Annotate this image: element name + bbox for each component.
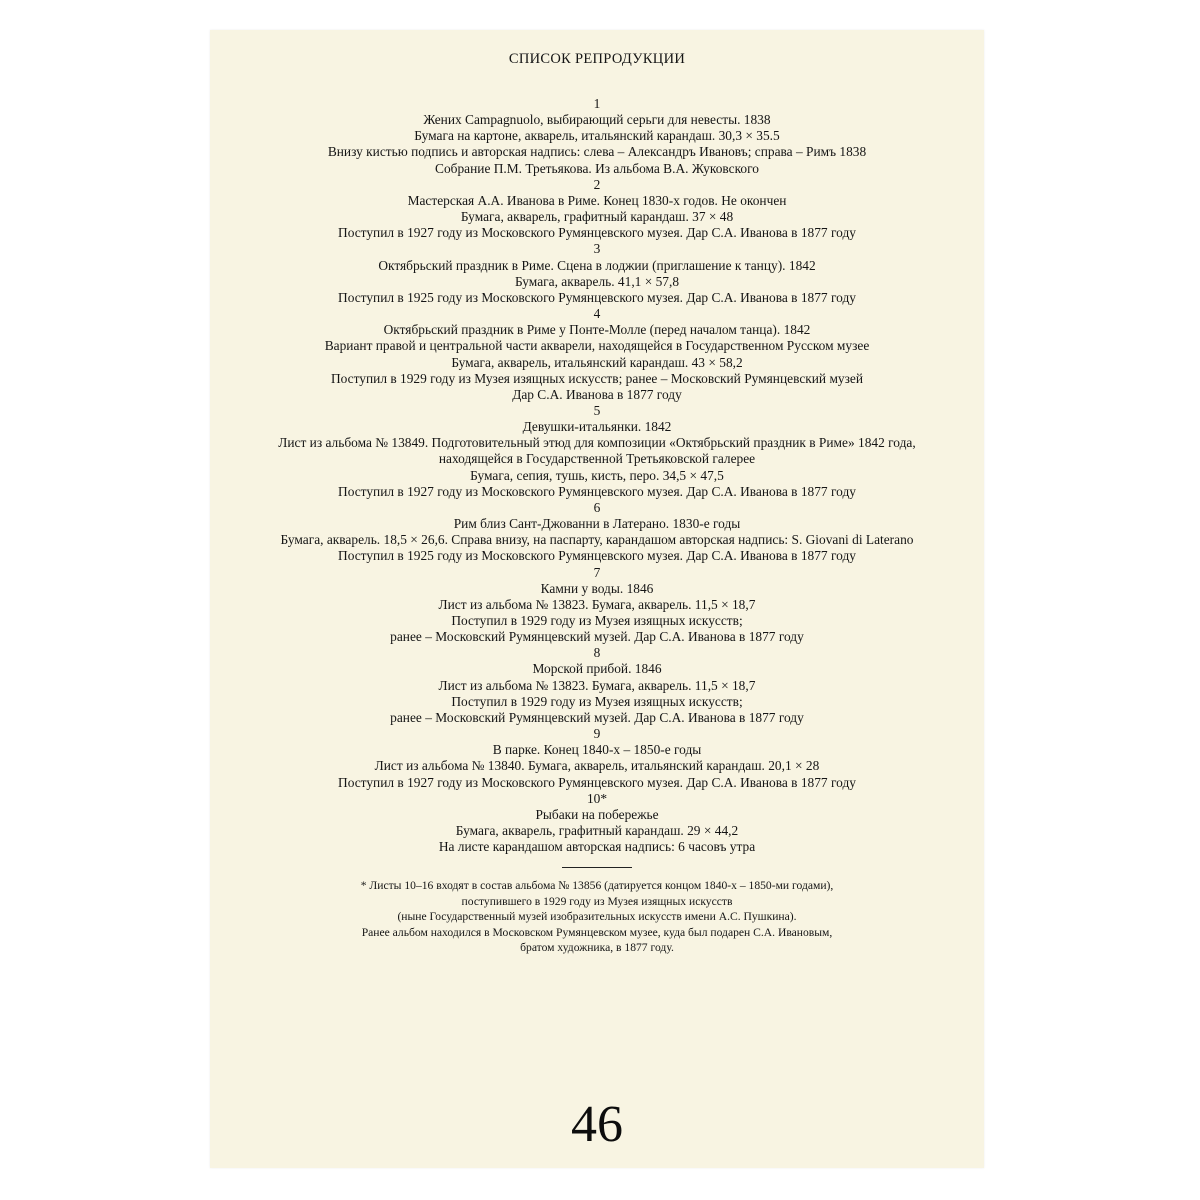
- entry-line: Рыбаки на побережье: [535, 806, 659, 822]
- list-item: [210, 500, 984, 565]
- entry-line: Лист из альбома № 13823. Бумага, акварель. 11,5 × 18,7: [438, 677, 756, 693]
- list-item: [210, 96, 984, 177]
- entry-line: Жених Campagnuolo, выбирающий серьги для невесты. 1838: [423, 112, 771, 128]
- entry-line: Поступил в 1925 году из Московского Румянцевского музея. Дар С.А. Иванова в 1877 году: [338, 289, 856, 305]
- entry-line: ранее – Московский Румянцевский музей. Дар С.А. Иванова в 1877 году: [390, 629, 804, 645]
- footnote-line: * Листы 10–16 входят в состав альбома № 13856 (датируется концом 1840-х – 1850-ми годами),: [360, 879, 834, 893]
- title-spacer: [210, 68, 984, 96]
- entry-line: На листе карандашом авторская надпись: 6 часовъ утра: [438, 839, 756, 855]
- footnote-line: (ныне Государственный музей изобразительных искусств имени А.С. Пушкина).: [397, 910, 797, 924]
- entry-line: Дар С.А. Иванова в 1877 году: [512, 386, 682, 402]
- entry-number: 5: [593, 402, 601, 418]
- entry-number: 1: [593, 96, 601, 111]
- entry-line: Морской прибой. 1846: [532, 661, 662, 677]
- document-page: [210, 30, 984, 1168]
- entry-number: 9: [593, 726, 601, 742]
- list-item: [210, 403, 984, 500]
- entry-line: Октябрьский праздник в Риме у Понте-Молле (перед началом танца). 1842: [383, 322, 811, 338]
- entry-line: ранее – Московский Румянцевский музей. Дар С.А. Иванова в 1877 году: [390, 709, 804, 725]
- entry-line: Бумага, акварель. 41,1 × 57,8: [514, 273, 680, 289]
- list-item: [210, 565, 984, 646]
- entry-line: Поступил в 1929 году из Музея изящных искусств; ранее – Московский Румянцевский музей: [330, 370, 864, 386]
- entry-line: Бумага на картоне, акварель, итальянский карандаш. 30,3 × 35.5: [414, 128, 780, 144]
- list-item: [210, 177, 984, 242]
- entry-line: Рим близ Сант-Джованни в Латерано. 1830-е годы: [453, 516, 741, 532]
- list-item: [210, 241, 984, 306]
- entry-line: Камни у воды. 1846: [540, 580, 654, 596]
- page-title: СПИСОК РЕПРОДУКЦИИ: [508, 51, 686, 67]
- entry-number: 2: [593, 176, 601, 192]
- entry-line: Бумага, акварель, графитный карандаш. 37 × 48: [460, 209, 734, 225]
- entry-number: 10*: [586, 790, 608, 806]
- entry-line: Вариант правой и центральной части акварели, находящейся в Государственном Русском музее: [324, 338, 870, 354]
- list-item: [210, 306, 984, 403]
- entry-line: Бумага, сепия, тушь, кисть, перо. 34,5 × 47,5: [470, 467, 724, 483]
- list-item: [210, 791, 984, 856]
- footnote-line: поступившего в 1929 году из Музея изящных искусств: [461, 894, 733, 908]
- entry-line: Бумага, акварель, графитный карандаш. 29 × 44,2: [455, 823, 739, 839]
- footnote-separator: [562, 867, 632, 868]
- page-number: 46: [571, 1096, 623, 1153]
- entry-number: 3: [593, 241, 601, 257]
- footnote-line: братом художника, в 1877 году.: [520, 941, 674, 955]
- entry-line: Поступил в 1927 году из Московского Румянцевского музея. Дар С.А. Иванова в 1877 году: [338, 483, 856, 499]
- footnote-line: Ранее альбом находился в Московском Румянцевском музее, куда был подарен С.А. Ивановым,: [361, 925, 833, 939]
- entry-line: Поступил в 1929 году из Музея изящных искусств;: [451, 613, 743, 628]
- entry-line: Лист из альбома № 13840. Бумага, акварель, итальянский карандаш. 20,1 × 28: [374, 758, 820, 774]
- entry-number: 4: [593, 306, 601, 322]
- reproduction-list: [210, 96, 984, 855]
- entry-number: 8: [593, 645, 601, 661]
- entry-line: Лист из альбома № 13823. Бумага, акварель. 11,5 × 18,7: [438, 596, 756, 612]
- list-item: [210, 726, 984, 791]
- entry-line: Лист из альбома № 13849. Подготовительный этюд для композиции «Октябрьский праздник в Риме» 1842 года,: [278, 435, 916, 451]
- entry-line: Поступил в 1927 году из Московского Румянцевского музея. Дар С.А. Иванова в 1877 году: [338, 225, 856, 241]
- entry-line: Бумага, акварель, итальянский карандаш. 43 × 58,2: [451, 354, 743, 370]
- entry-line: Собрание П.М. Третьякова. Из альбома В.А. Жуковского: [435, 160, 759, 176]
- list-item: [210, 645, 984, 726]
- entry-line: Девушки-итальянки. 1842: [522, 419, 672, 435]
- footnote: [210, 878, 984, 956]
- entry-line: Октябрьский праздник в Риме. Сцена в лоджии (приглашение к танцу). 1842: [378, 257, 816, 273]
- entry-line: Мастерская А.А. Иванова в Риме. Конец 1830-х годов. Не окончен: [407, 192, 787, 208]
- entry-line: Поступил в 1925 году из Московского Румянцевского музея. Дар С.А. Иванова в 1877 году: [338, 548, 856, 564]
- entry-line: находящейся в Государственной Третьяковской галерее: [438, 451, 756, 467]
- entry-line: В парке. Конец 1840-х – 1850-е годы: [492, 742, 702, 758]
- entry-line: Внизу кистью подпись и авторская надпись: слева – Александръ Ивановъ; справа – Римъ 1838: [327, 144, 867, 160]
- entry-line: Поступил в 1929 году из Музея изящных искусств;: [451, 693, 743, 709]
- entry-line: Бумага, акварель. 18,5 × 26,6. Справа внизу, на паспарту, карандашом авторская надпись: S. Giovani di Laterano: [280, 532, 914, 548]
- entry-number: 6: [593, 499, 601, 515]
- entry-number: 7: [593, 564, 601, 580]
- page-content: [210, 50, 984, 956]
- entry-line: Поступил в 1927 году из Московского Румянцевского музея. Дар С.А. Иванова в 1877 году: [338, 774, 856, 790]
